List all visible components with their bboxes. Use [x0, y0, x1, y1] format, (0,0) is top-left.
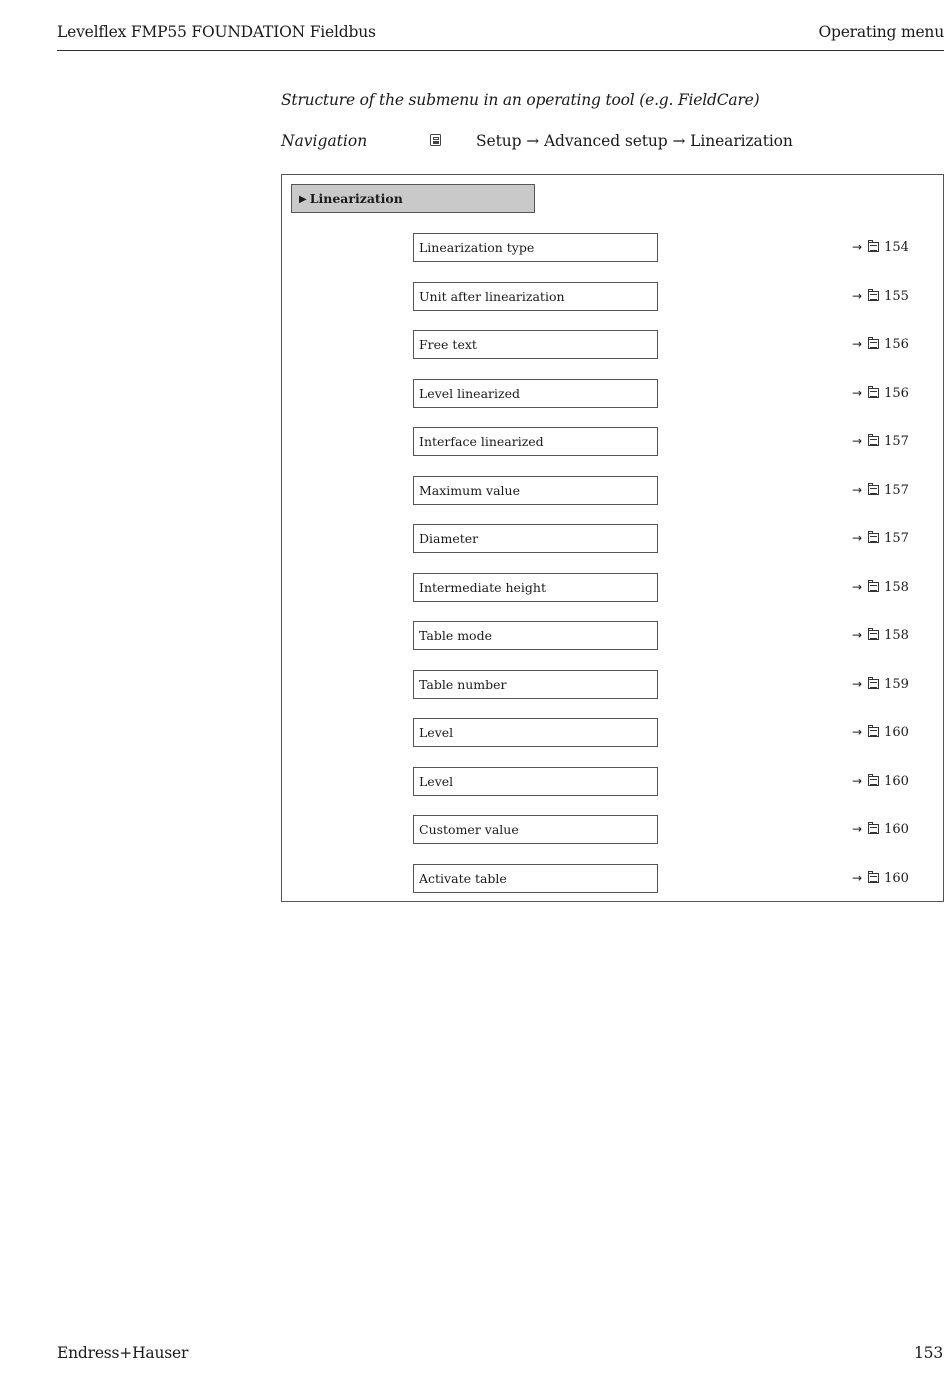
page-header	[57, 0, 944, 51]
arrow-right-icon: →	[852, 822, 863, 836]
navigation-path: Setup → Advanced setup → Linearization	[476, 132, 793, 150]
page-reference[interactable]	[852, 771, 909, 791]
parameter-row	[413, 670, 943, 699]
parameter-box[interactable]: Level linearized	[413, 379, 658, 408]
parameter-row	[413, 427, 943, 456]
document-page-icon	[868, 436, 879, 446]
page-reference-number: 158	[884, 579, 909, 595]
parameter-box[interactable]: Free text	[413, 330, 658, 359]
navigation-row	[281, 131, 901, 153]
arrow-right-icon: →	[852, 482, 863, 497]
document-page-icon	[868, 242, 879, 252]
page-reference[interactable]	[852, 237, 909, 257]
arrow-right-icon: →	[852, 676, 863, 691]
page-reference-number: 157	[884, 482, 909, 498]
arrow-right-icon: →	[852, 288, 863, 303]
parameter-box[interactable]: Customer value	[413, 815, 658, 844]
parameter-row	[413, 282, 943, 311]
document-page-icon	[868, 824, 879, 834]
arrow-right-icon: →	[852, 870, 863, 885]
parameter-row	[413, 379, 943, 408]
page-reference[interactable]	[852, 528, 909, 548]
page-reference[interactable]	[852, 868, 909, 888]
parameter-row	[413, 621, 943, 650]
parameter-row	[413, 815, 943, 844]
submenu-header-linearization[interactable]	[291, 184, 535, 213]
operating-tool-icon	[430, 134, 441, 146]
parameter-row	[413, 718, 943, 747]
arrow-right-icon: →	[852, 337, 863, 351]
page-reference[interactable]	[852, 383, 909, 403]
document-page-icon	[868, 291, 879, 301]
arrow-right-icon: →	[852, 725, 863, 739]
section-title: Operating menu	[818, 23, 944, 41]
document-page-icon	[868, 679, 879, 689]
footer-company: Endress+Hauser	[57, 1344, 189, 1362]
navigation-label: Navigation	[281, 132, 368, 150]
parameter-box[interactable]: Table number	[413, 670, 658, 699]
parameter-row	[413, 233, 943, 262]
arrow-right-icon: →	[852, 579, 863, 594]
parameter-box[interactable]: Level	[413, 767, 658, 796]
document-page-icon	[868, 339, 879, 349]
page-reference[interactable]	[852, 480, 909, 500]
document-page-icon	[868, 582, 879, 592]
page-reference-number: 157	[884, 531, 909, 546]
parameter-row	[413, 330, 943, 359]
page-reference[interactable]	[852, 722, 909, 742]
arrow-right-icon: →	[852, 531, 863, 545]
arrow-right-icon: →	[852, 773, 863, 788]
page-reference-number: 154	[884, 240, 909, 255]
document-page-icon	[868, 873, 879, 883]
parameter-box[interactable]: Diameter	[413, 524, 658, 553]
page-reference[interactable]	[852, 334, 909, 354]
page-reference[interactable]	[852, 431, 909, 451]
page-reference-number: 159	[884, 676, 909, 692]
page-reference-number: 160	[884, 725, 909, 740]
page-reference[interactable]	[852, 577, 909, 597]
parameter-box[interactable]: Table mode	[413, 621, 658, 650]
page-reference[interactable]	[852, 286, 909, 306]
parameter-box[interactable]: Maximum value	[413, 476, 658, 505]
document-page-icon	[868, 776, 879, 786]
parameter-row	[413, 767, 943, 796]
parameter-box[interactable]: Activate table	[413, 864, 658, 893]
document-page-icon	[868, 388, 879, 398]
parameter-box[interactable]: Unit after linearization	[413, 282, 658, 311]
submenu-title: Linearization	[309, 191, 403, 206]
page-reference-number: 160	[884, 822, 909, 837]
page-reference-number: 158	[884, 628, 909, 643]
structure-caption: Structure of the submenu in an operating tool (e.g. FieldCare)	[281, 91, 760, 109]
arrow-right-icon: →	[852, 628, 863, 642]
parameter-box[interactable]: Linearization type	[413, 233, 658, 262]
document-page-icon	[868, 630, 879, 640]
parameter-row	[413, 864, 943, 893]
parameter-row	[413, 476, 943, 505]
document-title: Levelflex FMP55 FOUNDATION Fieldbus	[57, 23, 376, 41]
document-page-icon	[868, 727, 879, 737]
parameter-box[interactable]: Interface linearized	[413, 427, 658, 456]
page-reference-number: 160	[884, 773, 909, 789]
submenu-structure	[281, 174, 944, 902]
arrow-right-icon: →	[852, 434, 863, 448]
parameter-row	[413, 524, 943, 553]
footer-page-number: 153	[914, 1344, 943, 1362]
document-page-icon	[868, 485, 879, 495]
arrow-right-icon: →	[852, 240, 863, 254]
parameter-row	[413, 573, 943, 602]
document-page-icon	[868, 533, 879, 543]
page-reference[interactable]	[852, 625, 909, 645]
arrow-right-icon: →	[852, 385, 863, 400]
page-reference-number: 156	[884, 385, 909, 401]
page-reference-number: 156	[884, 337, 909, 352]
page-reference-number: 160	[884, 870, 909, 886]
page-reference-number: 157	[884, 434, 909, 449]
parameter-box[interactable]: Level	[413, 718, 658, 747]
parameter-box[interactable]: Intermediate height	[413, 573, 658, 602]
page-reference[interactable]	[852, 819, 909, 839]
page-reference[interactable]	[852, 674, 909, 694]
page-reference-number: 155	[884, 288, 909, 304]
expand-triangle-icon: ▶	[299, 194, 307, 205]
